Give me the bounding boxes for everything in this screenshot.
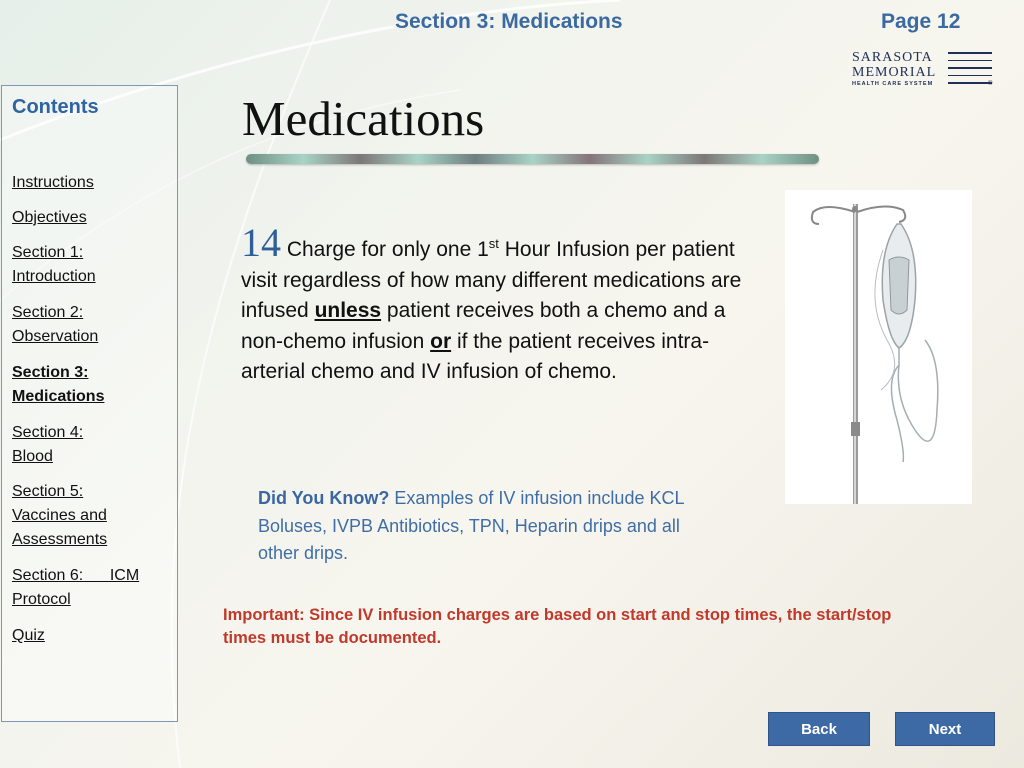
main-paragraph: 14 Charge for only one 1st Hour Infusion per patient visit regardless of how many different medications are infused unless patient receives both a chemo and a non-chemo infusion or if the patient receives intra-arterial chemo and IV infusion of chemo. — [241, 220, 742, 383]
sarasota-memorial-logo — [852, 50, 994, 90]
did-you-know-label: Did You Know? — [258, 488, 390, 508]
logo-line3: HEALTH CARE SYSTEM — [852, 81, 934, 87]
nav-section-1[interactable]: Section 1: Introduction — [12, 244, 96, 285]
page-number: Page 12 — [881, 10, 961, 33]
nav-section-6[interactable]: Section 6: ICM Protocol — [12, 567, 140, 608]
important-note: Important: Since IV infusion charges are based on start and stop times, the start/stop times must be documented. — [223, 606, 892, 647]
nav-section-4[interactable]: Section 4: Blood — [12, 424, 84, 465]
nav-instructions[interactable]: Instructions — [12, 174, 94, 191]
emphasis-or: or — [430, 329, 452, 353]
nav-section-2[interactable]: Section 2: Observation — [12, 304, 99, 345]
back-button[interactable]: Back — [768, 712, 870, 746]
contents-sidebar — [1, 85, 178, 722]
nav-objectives[interactable]: Objectives — [12, 209, 87, 226]
logo-line1: SARASOTA — [852, 50, 933, 65]
logo-registered: ® — [988, 81, 993, 87]
logo-bars — [948, 52, 992, 90]
contents-title: Contents — [12, 96, 99, 118]
nav-section-5[interactable]: Section 5: Vaccines and Assessments — [12, 483, 108, 548]
page-title: Medications — [242, 91, 485, 146]
emphasis-unless: unless — [314, 299, 382, 322]
did-you-know-callout: Did You Know? Examples of IV infusion include KCL Boluses, IVPB Antibiotics, TPN, Heparin drips and all other drips. — [258, 488, 684, 563]
iv-pole-image — [785, 190, 972, 504]
title-divider — [246, 154, 819, 164]
logo-line2: MEMORIAL — [852, 65, 937, 80]
nav-section-3-current[interactable]: Section 3: Medications — [12, 364, 105, 405]
item-number: 14 — [241, 220, 281, 265]
section-header: Section 3: Medications — [395, 10, 623, 33]
nav-quiz[interactable]: Quiz — [12, 627, 45, 644]
iv-pole-illustration — [785, 190, 972, 504]
next-button[interactable]: Next — [895, 712, 995, 746]
